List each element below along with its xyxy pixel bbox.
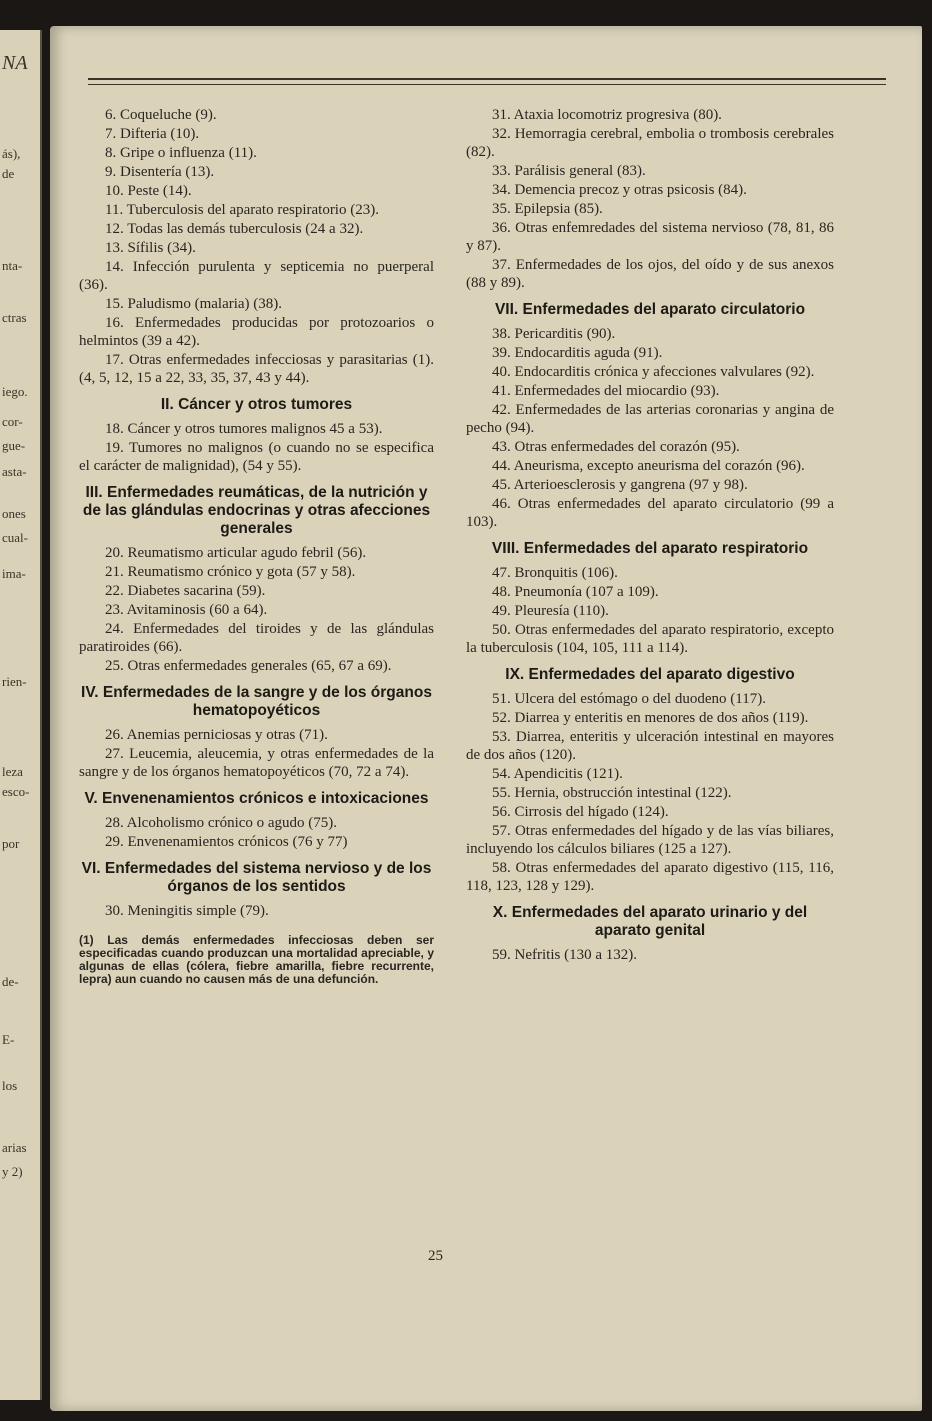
list-entry: 8. Gripe o influenza (11). (105, 145, 257, 161)
list-entry: 39. Endocarditis aguda (91). (492, 345, 663, 361)
list-entry: 15. Paludismo (malaria) (38). (105, 296, 283, 312)
list-entry: 25. Otras enfermedades generales (65, 67 a 69). (105, 658, 392, 674)
list-entry: 54. Apendicitis (121). (492, 766, 623, 782)
facing-page-fragment: cor- (2, 414, 23, 429)
list-entry: 48. Pneumonía (107 a 109). (492, 584, 659, 600)
list-entry: 28. Alcoholismo crónico o agudo (75). (105, 815, 338, 831)
section-heading: V. Envenenamientos crónicos e intoxicaciones (84, 790, 429, 807)
list-entry: 11. Tuberculosis del aparato respiratorio (23). (105, 202, 379, 218)
facing-page-edge (0, 30, 42, 1400)
list-entry: 20. Reumatismo articular agudo febril (56). (105, 545, 367, 561)
facing-page-fragment: ima- (2, 566, 26, 581)
header-rule (88, 78, 886, 80)
page-number: 25 (428, 1248, 443, 1264)
section-heading: VI. Enfermedades del sistema nervioso y de los órganos de los sentidos (81, 860, 432, 895)
facing-page-fragment: rien- (2, 674, 27, 689)
list-entry: 21. Reumatismo crónico y gota (57 y 58). (105, 564, 356, 580)
list-entry: 59. Nefritis (130 a 132). (492, 947, 637, 963)
list-entry: 40. Endocarditis crónica y afecciones valvulares (92). (492, 364, 815, 380)
list-entry: 37. Enfermedades de los ojos, del oído y de sus anexos (88 y 89). (466, 257, 834, 291)
right-column (466, 106, 834, 965)
list-entry: 23. Avitaminosis (60 a 64). (105, 602, 268, 618)
list-entry: 42. Enfermedades de las arterias coronarias y angina de pecho (94). (466, 402, 834, 436)
list-entry: 29. Envenenamientos crónicos (76 y 77) (105, 834, 348, 850)
section-heading: X. Enfermedades del aparato urinario y del aparato genital (492, 904, 808, 939)
list-entry: 27. Leucemia, aleucemia, y otras enfermedades de la sangre y de los órganos hematopoyéticos (70, 72 a 74). (79, 746, 434, 780)
list-entry: 41. Enfermedades del miocardio (93). (492, 383, 720, 399)
facing-page-header: NA (2, 52, 28, 74)
facing-page-fragment: cual- (2, 530, 28, 545)
list-entry: 24. Enfermedades del tiroides y de las glándulas paratiroides (66). (79, 621, 434, 655)
list-entry: 7. Difteria (10). (105, 126, 200, 142)
facing-page-fragment: y 2) (2, 1164, 23, 1179)
list-entry: 49. Pleuresía (110). (492, 603, 609, 619)
section-heading: III. Enfermedades reumáticas, de la nutrición y de las glándulas endocrinas y otras afecciones generales (82, 484, 431, 537)
list-entry: 12. Todas las demás tuberculosis (24 a 32). (105, 221, 364, 237)
list-entry: 32. Hemorragia cerebral, embolia o trombosis cerebrales (82). (466, 126, 834, 160)
facing-page-fragment: de (2, 166, 15, 181)
list-entry: 50. Otras enfermedades del aparato respiratorio, excepto la tuberculosis (104, 105, 111 a 114). (466, 622, 834, 656)
footnote: (1) Las demás enfermedades infecciosas deben ser especificadas cuando produzcan una mortalidad apreciable, y algunas de ellas (cólera, fiebre amarilla, fiebre recurrente, lepra) aun cuando no causen más de una defunción. (79, 933, 434, 986)
facing-page-fragment: de- (2, 974, 19, 989)
list-entry: 47. Bronquitis (106). (492, 565, 618, 581)
list-entry: 44. Aneurisma, excepto aneurisma del corazón (96). (492, 458, 805, 474)
list-entry: 10. Peste (14). (105, 183, 192, 199)
list-entry: 34. Demencia precoz y otras psicosis (84). (492, 182, 747, 198)
section-heading: II. Cáncer y otros tumores (160, 396, 353, 413)
list-entry: 16. Enfermedades producidas por protozoarios o helmintos (39 a 42). (79, 315, 434, 349)
list-entry: 6. Coqueluche (9). (105, 107, 217, 123)
list-entry: 9. Disentería (13). (105, 164, 215, 180)
section-heading: IX. Enfermedades del aparato digestivo (505, 666, 795, 683)
list-entry: 14. Infección purulenta y septicemia no puerperal (36). (79, 259, 434, 293)
facing-page-fragment: gue- (2, 438, 26, 453)
list-entry: 30. Meningitis simple (79). (105, 903, 269, 919)
facing-page-fragment: leza (2, 764, 23, 779)
list-entry: 19. Tumores no malignos (o cuando no se especifica el carácter de malignidad), (54 y 55). (79, 440, 434, 474)
list-entry: 55. Hernia, obstrucción intestinal (122). (492, 785, 732, 801)
list-entry: 57. Otras enfermedades del hígado y de las vías biliares, incluyendo los cálculos biliares (125 a 127). (466, 823, 834, 857)
list-entry: 43. Otras enfermedades del corazón (95). (492, 439, 740, 455)
list-entry: 58. Otras enfermedades del aparato digestivo (115, 116, 118, 123, 128 y 129). (466, 860, 834, 894)
document-page (50, 26, 922, 1411)
list-entry: 18. Cáncer y otros tumores malignos 45 a 53). (105, 421, 383, 437)
facing-page-fragment: nta- (2, 258, 23, 273)
list-entry: 33. Parálisis general (83). (492, 163, 646, 179)
section-heading: IV. Enfermedades de la sangre y de los órganos hematopoyéticos (81, 684, 432, 719)
list-entry: 56. Cirrosis del hígado (124). (492, 804, 669, 820)
facing-page-fragment: arias (2, 1140, 27, 1155)
facing-page-fragment: asta- (2, 464, 27, 479)
list-entry: 46. Otras enfermedades del aparato circulatorio (99 a 103). (466, 496, 834, 530)
section-heading: VIII. Enfermedades del aparato respiratorio (491, 540, 809, 557)
list-entry: 51. Ulcera del estómago o del duodeno (117). (492, 691, 766, 707)
list-entry: 45. Arterioesclerosis y gangrena (97 y 98). (492, 477, 748, 493)
list-entry: 22. Diabetes sacarina (59). (105, 583, 266, 599)
list-entry: 13. Sífilis (34). (105, 240, 196, 256)
facing-page-fragment: esco- (2, 784, 30, 799)
list-entry: 52. Diarrea y enteritis en menores de dos años (119). (492, 710, 809, 726)
list-entry: 38. Pericarditis (90). (492, 326, 616, 342)
header-rule-thin (88, 84, 886, 85)
facing-page-fragment: iego. (2, 384, 28, 399)
section-heading: VII. Enfermedades del aparato circulatorio (494, 301, 806, 318)
facing-page-fragment: E- (2, 1032, 15, 1047)
list-entry: 36. Otras enfemredades del sistema nervioso (78, 81, 86 y 87). (466, 220, 834, 254)
facing-page-fragment: ones (2, 506, 26, 521)
list-entry: 53. Diarrea, enteritis y ulceración intestinal en mayores de dos años (120). (466, 729, 834, 763)
list-entry: 35. Epilepsia (85). (492, 201, 603, 217)
left-column (79, 106, 434, 986)
facing-page-fragment: los (2, 1078, 18, 1093)
facing-page-fragment: por (2, 836, 20, 851)
list-entry: 17. Otras enfermedades infecciosas y parasitarias (1). (4, 5, 12, 15 a 22, 33, 35, 37, 43 y 44). (79, 352, 434, 386)
list-entry: 31. Ataxia locomotriz progresiva (80). (492, 107, 722, 123)
list-entry: 26. Anemias perniciosas y otras (71). (105, 727, 328, 743)
facing-page-fragment: ctras (2, 310, 27, 325)
facing-page-fragment: ás), (2, 146, 21, 161)
